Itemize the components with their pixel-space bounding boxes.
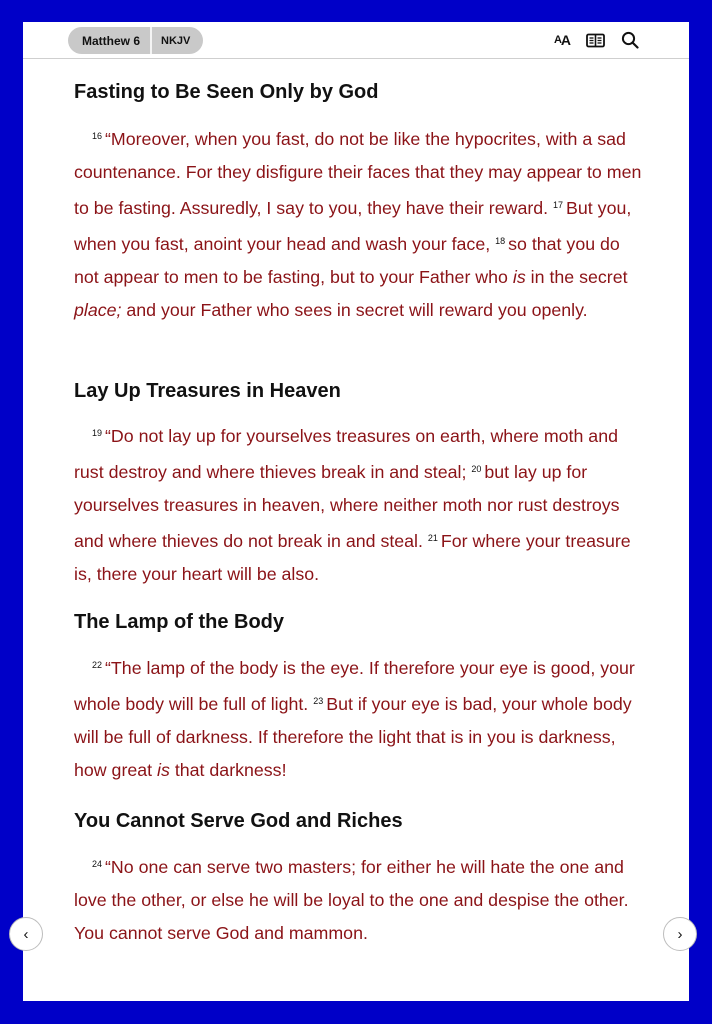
verse-number[interactable]: 23 [313,696,324,706]
section-paragraph [74,848,644,950]
section-paragraph [74,649,644,787]
section-paragraph [74,417,644,591]
verse-text: “No one can serve two masters; for either he will hate the one and love the other, or else he will be loyal to the one and despise the other. You cannot serve God and mammon. [74,857,629,943]
chevron-right-icon: › [677,925,683,943]
version-button[interactable]: NKJV [161,34,191,47]
verse-number[interactable]: 18 [495,236,506,246]
section-heading: Fasting to Be Seen Only by God [74,81,379,103]
verse-text: is [157,760,170,780]
section-heading: Lay Up Treasures in Heaven [74,380,341,402]
verse-number[interactable]: 19 [92,428,103,438]
reader-mode-svg [586,33,605,48]
section-heading: You Cannot Serve God and Riches [74,810,403,832]
verse-text: is [512,267,526,287]
search-svg [621,31,639,49]
verse-text: “Moreover, when you fast, do not be like the hypocrites, with a sad countenance. For they disfigure their faces that they may appear to men to be fasting. Assuredly, I say to you, they have their reward. [74,129,642,218]
chevron-left-icon: ‹ [23,925,29,943]
verse-number[interactable]: 24 [92,859,103,869]
verse-text: that darkness! [169,760,287,780]
verse-number[interactable]: 20 [471,464,482,474]
section-heading: The Lamp of the Body [74,611,284,633]
passage-selector [68,27,203,54]
reader-page [23,22,689,1001]
search-icon[interactable] [620,31,640,49]
book-chapter-button[interactable]: Matthew 6 [82,33,141,48]
verse-text: and your Father who sees in secret will reward you openly. [121,300,588,320]
next-chapter-button[interactable] [663,917,697,951]
verse-number[interactable]: 17 [553,200,564,210]
section-paragraph [74,120,644,327]
verse-number[interactable]: 21 [427,533,438,543]
verse-number[interactable]: 22 [92,660,103,670]
verse-text: so that you do not appear to men to be fasting, but to your Father who [74,234,620,287]
verse-text: But you, when you fast, anoint your head and wash your face, [74,198,632,254]
verse-text: “The lamp of the body is the eye. If therefore your eye is good, your whole body will be full of light. [74,658,635,714]
verse-number[interactable]: 16 [92,131,103,141]
verse-text: “Do not lay up for yourselves treasures on earth, where moth and rust destroy and where thieves break in and steal; [74,426,618,482]
verse-text: But if your eye is bad, your whole body will be full of darkness. If therefore the light that is in you is darkness, how great [74,694,632,780]
previous-chapter-button[interactable] [9,917,43,951]
verse-text: in the secret [525,267,628,287]
verse-text: place; [74,300,122,320]
top-toolbar [23,22,689,59]
verse-text: but lay up for yourselves treasures in heaven, where neither moth nor rust destroys and where thieves do not break in and steal. [74,462,620,551]
text-size-small-a: A [553,34,561,46]
reader-mode-icon[interactable] [585,31,605,49]
text-size-icon[interactable] [551,31,573,49]
text-size-big-a: A [560,32,571,48]
verse-text: For where your treasure is, there your heart will be also. [74,531,631,584]
